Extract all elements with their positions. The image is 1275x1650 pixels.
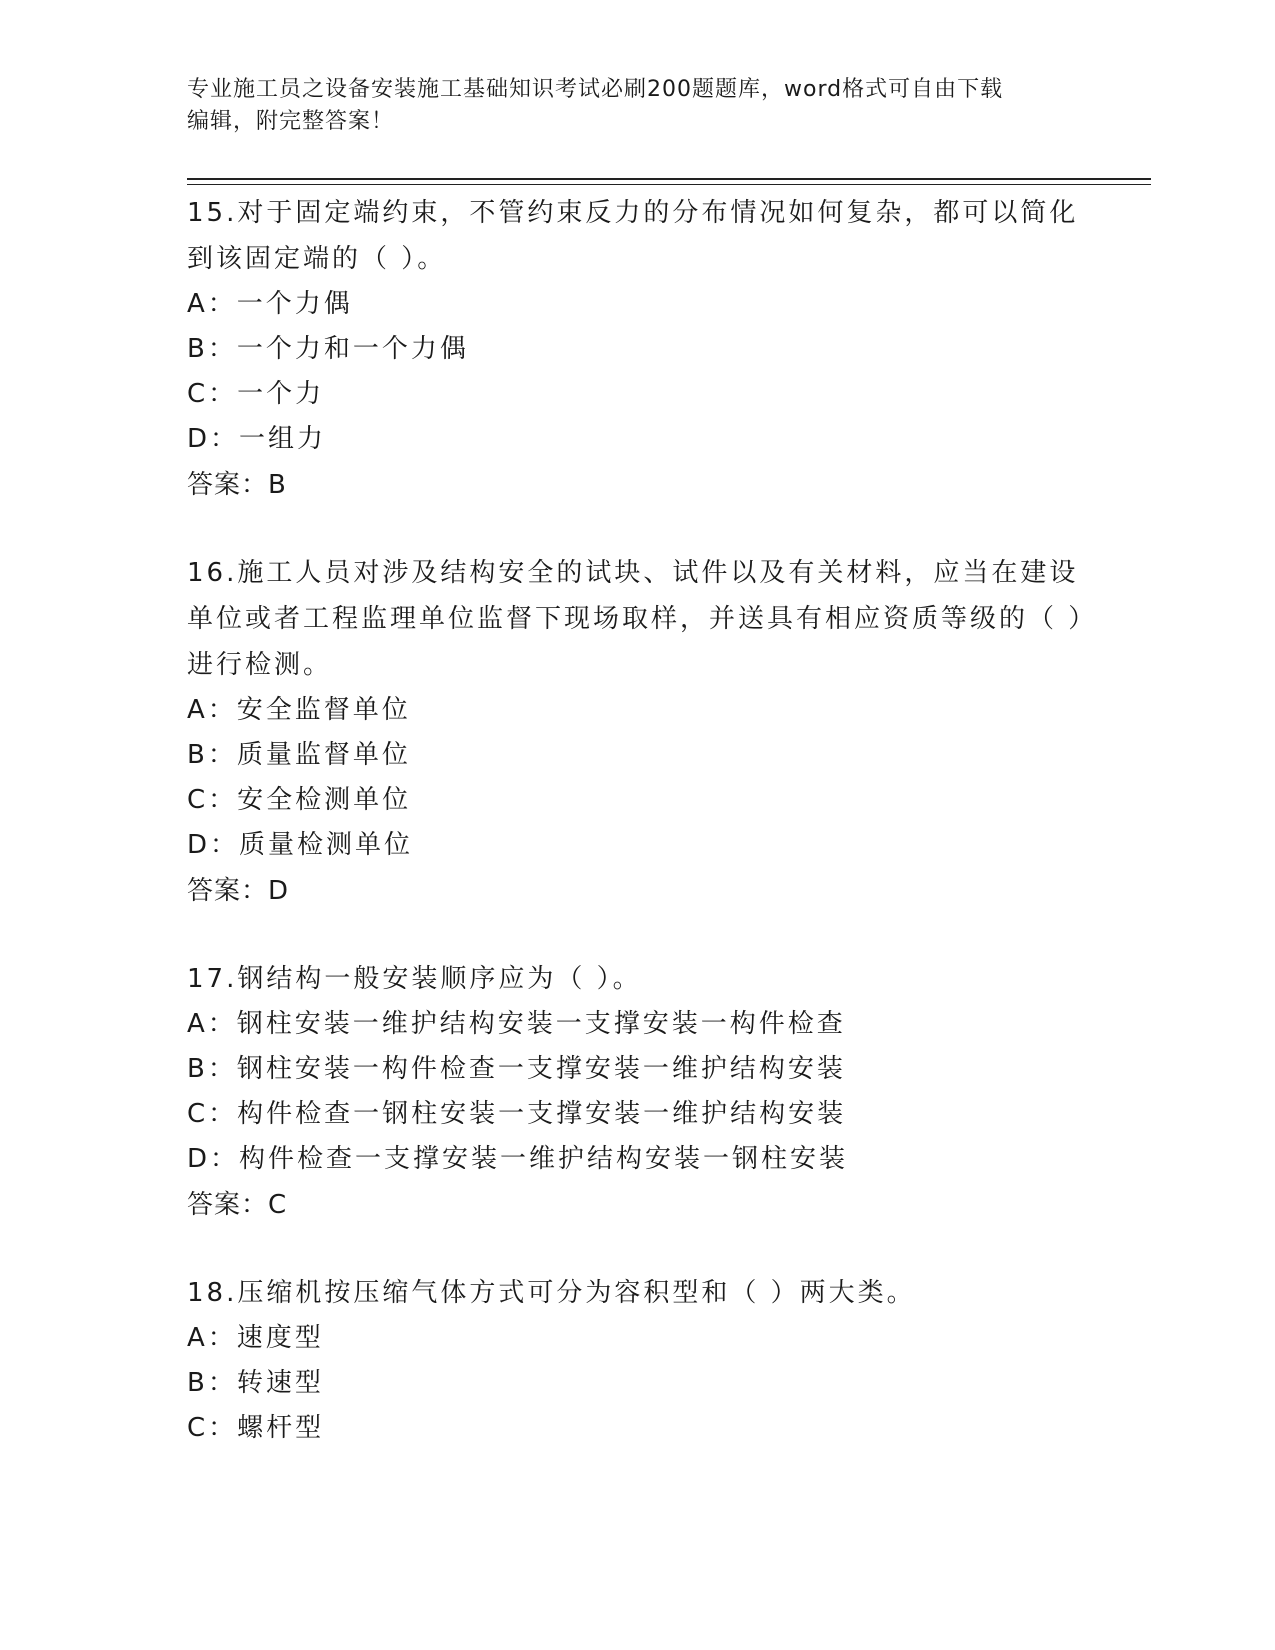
question-text: 18.压缩机按压缩气体方式可分为容积型和（ ）两大类。 <box>187 1278 916 1308</box>
option-a: A：钢柱安装一维护结构安装一支撑安装一构件检查 <box>187 1009 846 1039</box>
header-title-line-1: 专业施工员之设备安装施工基础知识考试必刷200题题库，word格式可自由下载 <box>187 77 1004 102</box>
option-a: A：安全监督单位 <box>187 695 411 725</box>
answer-line: 答案：C <box>187 1190 288 1220</box>
question-text: 15.对于固定端约束，不管约束反力的分布情况如何复杂，都可以简化到该固定端的（ ）。 <box>187 198 1079 274</box>
answer-line: 答案：B <box>187 470 287 500</box>
option-a: A：速度型 <box>187 1323 324 1353</box>
answer-line: 答案：D <box>187 876 290 906</box>
header-divider-thick <box>187 178 1151 180</box>
option-a: A：一个力偶 <box>187 289 353 319</box>
option-b: B：转速型 <box>187 1368 324 1398</box>
question-list <box>187 190 1087 1493</box>
question-text: 17.钢结构一般安装顺序应为（ ）。 <box>187 964 642 994</box>
header-divider-thin <box>187 184 1151 185</box>
question-16 <box>187 550 1087 914</box>
option-b: B：钢柱安装一构件检查一支撑安装一维护结构安装 <box>187 1054 846 1084</box>
question-15 <box>187 190 1087 508</box>
option-b: B：质量监督单位 <box>187 740 411 770</box>
option-c: C：安全检测单位 <box>187 785 412 815</box>
option-c: C：构件检查一钢柱安装一支撑安装一维护结构安装 <box>187 1099 847 1129</box>
option-d: D：一组力 <box>187 424 327 454</box>
question-text: 16.施工人员对涉及结构安全的试块、试件以及有关材料，应当在建设单位或者工程监理单位监督下现场取样，并送具有相应资质等级的（ ）进行检测。 <box>187 558 1085 680</box>
header-title-line-2: 编辑，附完整答案！ <box>187 109 395 134</box>
option-c: C：一个力 <box>187 379 325 409</box>
option-c: C：螺杆型 <box>187 1413 325 1443</box>
document-header <box>187 74 1087 138</box>
question-18 <box>187 1270 1087 1451</box>
question-17 <box>187 956 1087 1228</box>
option-b: B：一个力和一个力偶 <box>187 334 469 364</box>
option-d: D：构件检查一支撑安装一维护结构安装一钢柱安装 <box>187 1144 849 1174</box>
option-d: D：质量检测单位 <box>187 830 414 860</box>
